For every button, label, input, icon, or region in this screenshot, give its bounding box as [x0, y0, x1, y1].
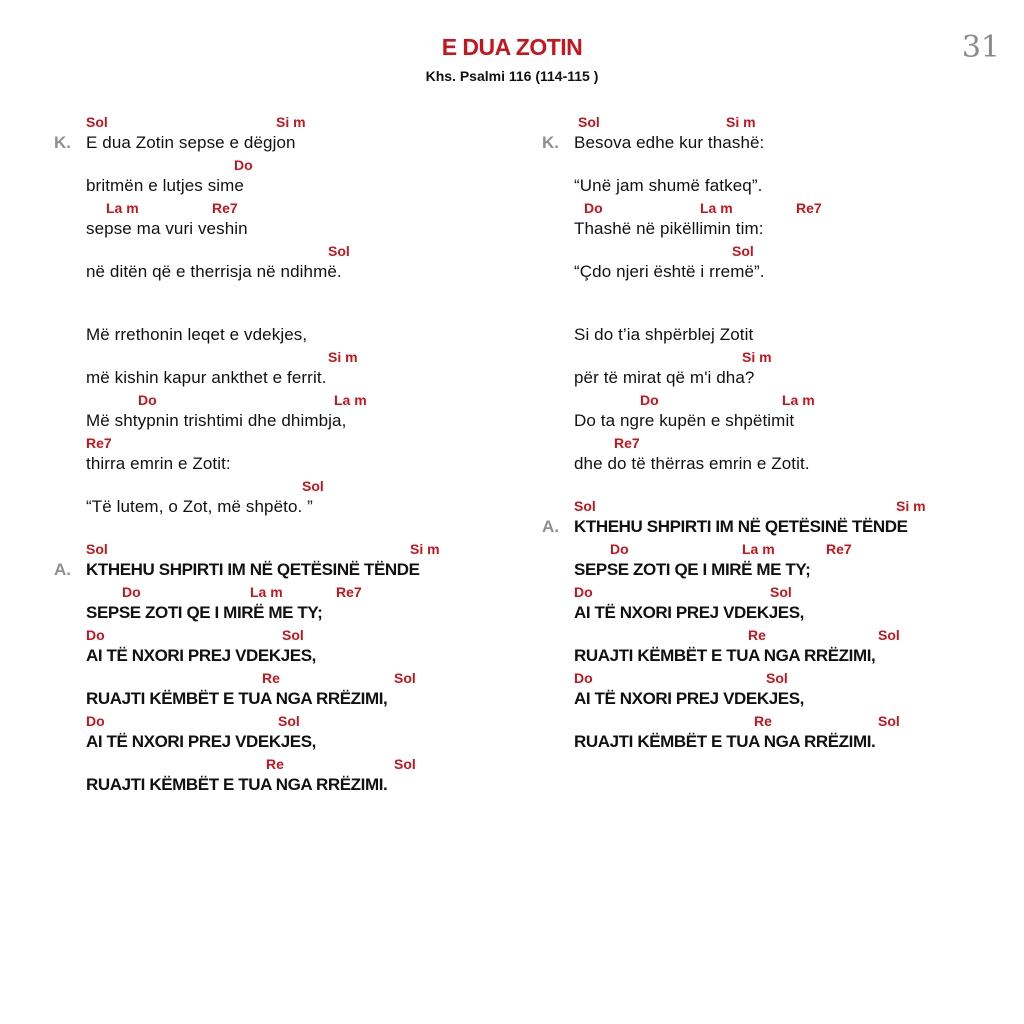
- song-line: [86, 625, 514, 668]
- chord-row: [574, 668, 1002, 688]
- chord: Sol: [770, 584, 792, 600]
- left-column: [54, 112, 514, 817]
- song-line: [574, 155, 1002, 198]
- chord: Do: [234, 157, 253, 173]
- stanza-row: [54, 539, 514, 797]
- right-column: [542, 112, 1002, 774]
- chord: Sol: [278, 713, 300, 729]
- chord: Do: [86, 713, 105, 729]
- stanza-label: A.: [54, 560, 71, 579]
- chord-row: [574, 390, 1002, 410]
- chord: Sol: [328, 243, 350, 259]
- song-line: [574, 668, 1002, 711]
- verse-stanza: [54, 304, 514, 519]
- chord: Sol: [86, 114, 108, 130]
- chord-row: [86, 625, 514, 645]
- chord-row: [86, 390, 514, 410]
- page-number: 31: [961, 30, 1000, 65]
- chord: Do: [574, 670, 593, 686]
- chord: Re: [266, 756, 284, 772]
- stanza-row: [542, 496, 1002, 754]
- chord: Do: [122, 584, 141, 600]
- chord-row: [86, 754, 514, 774]
- lyric-text: RUAJTI KËMBËT E TUA NGA RRËZIMI,: [574, 646, 876, 665]
- song-line: [86, 582, 514, 625]
- stanza-lines: [86, 112, 514, 284]
- song-title: E DUA ZOTIN: [441, 34, 583, 60]
- lyric-text: RUAJTI KËMBËT E TUA NGA RRËZIMI.: [574, 732, 876, 751]
- chord-row: [574, 433, 1002, 453]
- chord: Re7: [86, 435, 112, 451]
- chord-row: [86, 476, 514, 496]
- song-line: [574, 112, 1002, 155]
- stanza-label: [54, 304, 86, 325]
- chord-row: [86, 711, 514, 731]
- song-line: [574, 241, 1002, 284]
- chord: Do: [610, 541, 629, 557]
- stanza-lines: [574, 496, 1002, 754]
- chord-row: [574, 496, 1002, 516]
- chord: Re: [262, 670, 280, 686]
- chord: Do: [574, 584, 593, 600]
- song-line: [86, 711, 514, 754]
- stanza-lines: [574, 304, 1002, 476]
- chord: Do: [86, 627, 105, 643]
- chord-row: [86, 668, 514, 688]
- song-line: [86, 433, 514, 476]
- chord: Sol: [766, 670, 788, 686]
- chord: Re7: [212, 200, 238, 216]
- song-line: [86, 668, 514, 711]
- chord: Si m: [896, 498, 926, 514]
- lyric-text: Do ta ngre kupën e shpëtimit: [574, 411, 795, 430]
- song-line: [86, 347, 514, 390]
- song-line: [86, 754, 514, 797]
- chord: La m: [106, 200, 139, 216]
- lyric-text: Besova edhe kur thashë:: [574, 133, 765, 152]
- song-line: [574, 711, 1002, 754]
- chord: Sol: [394, 670, 416, 686]
- chord: Re: [754, 713, 772, 729]
- chord: Si m: [742, 349, 772, 365]
- lyric-text: Më shtypnin trishtimi dhe dhimbja,: [86, 411, 347, 430]
- lyric-text: SEPSE ZOTI QE I MIRË ME TY;: [86, 603, 323, 622]
- chord-row: [86, 304, 514, 324]
- stanza-row: [54, 112, 514, 284]
- stanza-row: [542, 112, 1002, 284]
- chord: Si m: [328, 349, 358, 365]
- song-line: [86, 476, 514, 519]
- lyric-text: “Të lutem, o Zot, më shpëto. ”: [86, 497, 313, 516]
- lyric-text: më kishin kapur ankthet e ferrit.: [86, 368, 327, 387]
- verse-stanza: [542, 112, 1002, 284]
- song-line: [86, 390, 514, 433]
- chord: Sol: [878, 713, 900, 729]
- song-subtitle: Khs. Psalmi 116 (114-115 ): [425, 68, 599, 84]
- chord-row: [86, 582, 514, 602]
- lyric-text: AI TË NXORI PREJ VDEKJES,: [574, 603, 804, 622]
- song-line: [574, 582, 1002, 625]
- verse-stanza: [542, 304, 1002, 476]
- lyric-text: AI TË NXORI PREJ VDEKJES,: [86, 646, 316, 665]
- chord: Re: [748, 627, 766, 643]
- chord-row: [86, 347, 514, 367]
- song-line: [574, 496, 1002, 539]
- stanza-label: K.: [542, 133, 559, 152]
- chord-row: [86, 241, 514, 261]
- stanza-label: K.: [54, 133, 71, 152]
- lyric-text: thirra emrin e Zotit:: [86, 454, 231, 473]
- chord: La m: [334, 392, 367, 408]
- song-line: [574, 539, 1002, 582]
- lyric-text: AI TË NXORI PREJ VDEKJES,: [574, 689, 804, 708]
- lyric-text: SEPSE ZOTI QE I MIRË ME TY;: [574, 560, 811, 579]
- lyric-text: britmën e lutjes sime: [86, 176, 244, 195]
- chord: Sol: [394, 756, 416, 772]
- chord: Sol: [302, 478, 324, 494]
- chord-row: [574, 155, 1002, 175]
- lyric-text: Më rrethonin leqet e vdekjes,: [86, 325, 308, 344]
- stanza-row: [542, 304, 1002, 476]
- verse-stanza: [54, 112, 514, 284]
- chord: Re7: [336, 584, 362, 600]
- lyric-text: E dua Zotin sepse e dëgjon: [86, 133, 296, 152]
- chord-row: [86, 433, 514, 453]
- song-line: [574, 625, 1002, 668]
- lyric-text: Si do t’ia shpërblej Zotit: [574, 325, 754, 344]
- lyric-text: RUAJTI KËMBËT E TUA NGA RRËZIMI.: [86, 775, 388, 794]
- lyric-text: Thashë në pikëllimin tim:: [574, 219, 764, 238]
- chord-row: [86, 198, 514, 218]
- chord-row: [574, 347, 1002, 367]
- chord: Do: [584, 200, 603, 216]
- lyric-text: sepse ma vuri veshin: [86, 219, 248, 238]
- chord-row: [86, 539, 514, 559]
- lyric-text: “Unë jam shumë fatkeq”.: [574, 176, 763, 195]
- lyric-text: në ditën që e therrisja në ndihmë.: [86, 262, 342, 281]
- chord: La m: [250, 584, 283, 600]
- chord: Sol: [86, 541, 108, 557]
- lyric-text: dhe do të thërras emrin e Zotit.: [574, 454, 810, 473]
- chord: Sol: [578, 114, 600, 130]
- song-line: [86, 198, 514, 241]
- chord-row: [86, 112, 514, 132]
- lyric-text: KTHEHU SHPIRTI IM NË QETËSINË TËNDE: [86, 560, 420, 579]
- lyric-text: “Çdo njeri është i rremë”.: [574, 262, 765, 281]
- chord: Si m: [410, 541, 440, 557]
- chord: Re7: [796, 200, 822, 216]
- lyric-text: KTHEHU SHPIRTI IM NË QETËSINË TËNDE: [574, 517, 908, 536]
- chord: La m: [700, 200, 733, 216]
- refrain-stanza: [542, 496, 1002, 754]
- song-line: [574, 390, 1002, 433]
- chord: Do: [640, 392, 659, 408]
- song-line: [86, 539, 514, 582]
- chord: La m: [742, 541, 775, 557]
- chord-row: [574, 711, 1002, 731]
- song-line: [86, 155, 514, 198]
- stanza-lines: [86, 539, 514, 797]
- song-line: [86, 304, 514, 347]
- stanza-row: [54, 304, 514, 519]
- song-line: [574, 198, 1002, 241]
- chord: Re7: [826, 541, 852, 557]
- chord: Sol: [574, 498, 596, 514]
- chord-row: [574, 112, 1002, 132]
- chord-row: [574, 304, 1002, 324]
- lyric-text: për të mirat që m'i dha?: [574, 368, 755, 387]
- chord: Si m: [276, 114, 306, 130]
- song-line: [574, 304, 1002, 347]
- chord: Sol: [282, 627, 304, 643]
- chord-row: [86, 155, 514, 175]
- chord: Sol: [878, 627, 900, 643]
- stanza-lines: [86, 304, 514, 519]
- chord-row: [574, 625, 1002, 645]
- refrain-stanza: [54, 539, 514, 797]
- song-line: [574, 347, 1002, 390]
- chord-row: [574, 241, 1002, 261]
- song-line: [574, 433, 1002, 476]
- song-line: [86, 112, 514, 155]
- chord: Sol: [732, 243, 754, 259]
- chord-row: [574, 582, 1002, 602]
- stanza-label: [542, 304, 574, 325]
- chord: La m: [782, 392, 815, 408]
- lyric-text: AI TË NXORI PREJ VDEKJES,: [86, 732, 316, 751]
- chord-row: [574, 539, 1002, 559]
- chord: Re7: [614, 435, 640, 451]
- stanza-label: A.: [542, 517, 559, 536]
- stanza-lines: [574, 112, 1002, 284]
- lyric-text: RUAJTI KËMBËT E TUA NGA RRËZIMI,: [86, 689, 388, 708]
- chord: Do: [138, 392, 157, 408]
- chord-row: [574, 198, 1002, 218]
- song-line: [86, 241, 514, 284]
- chord: Si m: [726, 114, 756, 130]
